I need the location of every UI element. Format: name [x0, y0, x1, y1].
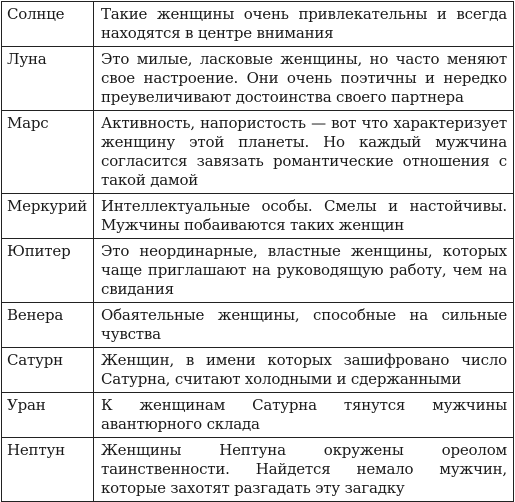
table-row — [2, 348, 514, 393]
table-row — [2, 2, 514, 47]
planet-name: Луна — [2, 47, 94, 111]
planet-description: К женщинам Сатурна тянутся мужчины авантюрного склада — [94, 393, 514, 438]
table-row — [2, 239, 514, 303]
table-body — [2, 2, 514, 502]
table-row — [2, 303, 514, 348]
planet-description: Женщин, в имени которых зашифровано число Сатурна, считают холодными и сдержанными — [94, 348, 514, 393]
planet-name: Марс — [2, 111, 94, 194]
planet-women-table — [1, 1, 514, 502]
planet-description: Обаятельные женщины, способные на сильные чувства — [94, 303, 514, 348]
planet-name: Меркурий — [2, 194, 94, 239]
planet-name: Венера — [2, 303, 94, 348]
table-row — [2, 438, 514, 502]
planet-name: Юпитер — [2, 239, 94, 303]
planet-description: Активность, напористость — вот что характеризует женщину этой планеты. Но каждый мужчина согласится завязать романтические отношения с такой дамой — [94, 111, 514, 194]
planet-name: Уран — [2, 393, 94, 438]
planet-name: Нептун — [2, 438, 94, 502]
planet-description: Интеллектуальные особы. Смелы и настойчивы. Мужчины побаиваются таких женщин — [94, 194, 514, 239]
planet-description: Это милые, ласковые женщины, но часто меняют свое настроение. Они очень поэтичны и нередко преувеличивают достоинства своего партнера — [94, 47, 514, 111]
table-row — [2, 194, 514, 239]
planet-name: Сатурн — [2, 348, 94, 393]
planet-name: Солнце — [2, 2, 94, 47]
table-row — [2, 47, 514, 111]
table-row — [2, 393, 514, 438]
planet-description: Женщины Нептуна окружены ореолом таинственности. Найдется немало мужчин, которые захотят разгадать эту загадку — [94, 438, 514, 502]
planet-description: Это неординарные, властные женщины, которых чаще приглашают на руководящую работу, чем на свидания — [94, 239, 514, 303]
table-row — [2, 111, 514, 194]
planet-description: Такие женщины очень привлекательны и всегда находятся в центре внимания — [94, 2, 514, 47]
